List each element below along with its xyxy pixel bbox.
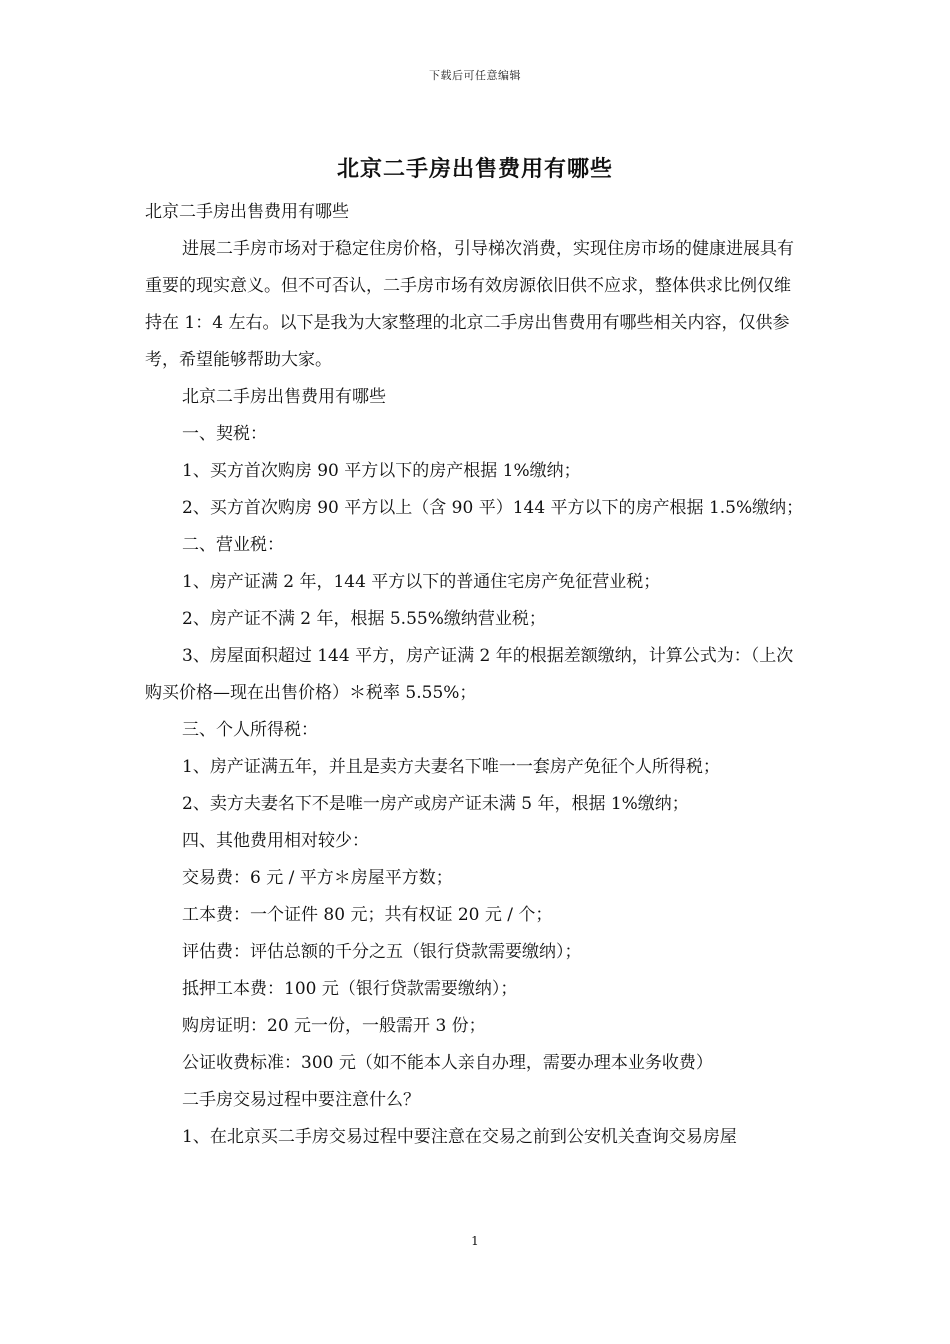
list-item: 2、买方首次购房 90 平方以上（含 90 平）144 平方以下的房产根据 1.5%缴纳； xyxy=(182,498,804,518)
list-item: 2、房产证不满 2 年，根据 5.55%缴纳营业税； xyxy=(182,609,546,629)
fee-item: 评估费：评估总额的千分之五（银行贷款需要缴纳）； xyxy=(182,942,582,962)
list-item: 1、买方首次购房 90 平方以下的房产根据 1%缴纳； xyxy=(182,461,581,481)
list-item: 1、在北京买二手房交易过程中要注意在交易之前到公安机关查询交易房屋 xyxy=(182,1127,737,1147)
document-title: 北京二手房出售费用有哪些 xyxy=(336,156,613,182)
document-body xyxy=(145,194,807,1156)
list-item: 1、房产证满 2 年，144 平方以下的普通住宅房产免征营业税； xyxy=(182,572,661,592)
fee-item: 购房证明：20 元一份，一般需开 3 份； xyxy=(182,1016,486,1036)
page-number: 1 xyxy=(471,1234,479,1248)
section-heading: 四、其他费用相对较少： xyxy=(182,831,369,851)
list-item: 1、房产证满五年，并且是卖方夫妻名下唯一一套房产免征个人所得税； xyxy=(182,757,720,777)
paragraph: 进展二手房市场对于稳定住房价格，引导梯次消费，实现住房市场的健康进展具有重要的现实意义。但不可否认，二手房市场有效房源依旧供不应求，整体供求比例仅维持在 1：4 左右。以下是我为大家整理的北京二手房出售费用有哪些相关内容，仅供参考，希望能够帮助大家。 xyxy=(145,239,794,370)
page-header: 下载后可任意编辑 xyxy=(429,69,521,82)
paragraph: 北京二手房出售费用有哪些 xyxy=(145,202,349,222)
fee-item: 工本费：一个证件 80 元；共有权证 20 元 / 个； xyxy=(182,905,553,925)
section-heading: 一、契税： xyxy=(182,424,267,444)
section-heading: 二手房交易过程中要注意什么？ xyxy=(182,1090,420,1110)
fee-item: 公证收费标准：300 元（如不能本人亲自办理，需要办理本业务收费） xyxy=(182,1053,713,1073)
list-item: 2、卖方夫妻名下不是唯一房产或房产证未满 5 年，根据 1%缴纳； xyxy=(182,794,689,814)
section-heading: 三、个人所得税： xyxy=(182,720,318,740)
fee-item: 抵押工本费：100 元（银行贷款需要缴纳）； xyxy=(182,979,518,999)
list-item: 3、房屋面积超过 144 平方，房产证满 2 年的根据差额缴纳，计算公式为：（上次购买价格—现在出售价格）＊税率 5.55%； xyxy=(145,646,794,703)
fee-item: 交易费：6 元 / 平方＊房屋平方数； xyxy=(182,868,453,888)
paragraph: 北京二手房出售费用有哪些 xyxy=(182,387,386,407)
section-heading: 二、营业税： xyxy=(182,535,284,555)
